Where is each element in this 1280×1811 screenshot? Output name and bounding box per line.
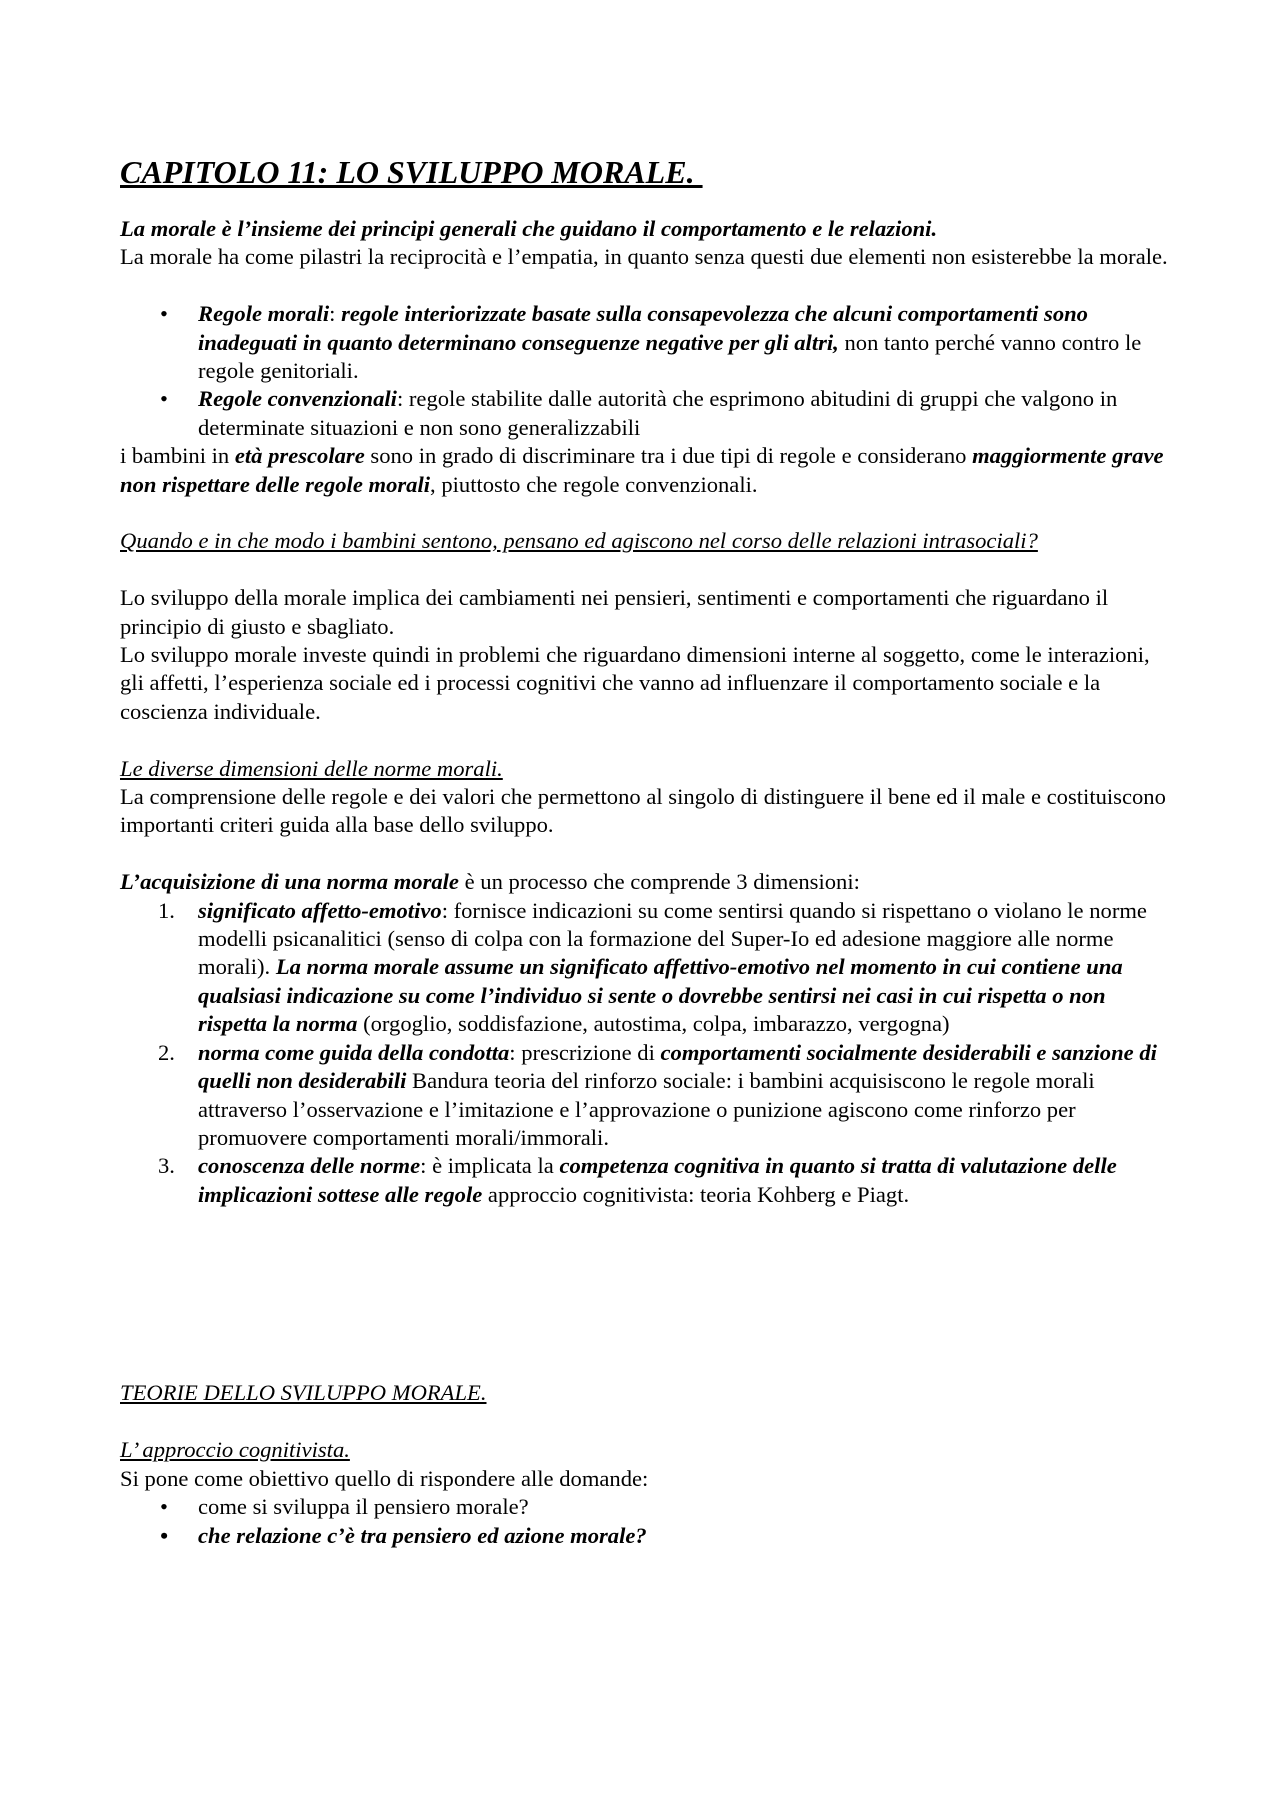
dimensions-list — [120, 897, 1168, 1209]
list-item-regole-convenzionali: • Regole convenzionali: regole stabilite dalle autorità che esprimono abitudini di gruppi che valgono in determinate situazioni e non sono generalizzabili — [120, 385, 1168, 442]
questions-list — [120, 1493, 1168, 1550]
development-paragraph-2: Lo sviluppo morale investe quindi in problemi che riguardano dimensioni interne al soggetto, come le interazioni, gli affetti, l’esperienza sociale ed i processi cognitivi che vanno ad influenzare il comportamento sociale e la coscienza individuale. — [120, 642, 1150, 724]
list-item-dimension-1: 1. significato affetto-emotivo: fornisce indicazioni su come sentirsi quando si rispettano o violano le norme modelli psicanalitici (senso di colpa con la formazione del Super-Io ed adesione maggiore alle norme morali). La norma morale assume un significato affettivo-emotivo nel momento in cui contiene una qualsiasi indicazione su come l’individuo si sente o dovrebbe sentirsi nei casi in cui rispetta o non rispetta la norma (orgoglio, soddisfazione, autostima, colpa, imbarazzo, vergogna) — [158, 897, 1147, 1037]
question-heading: Quando e in che modo i bambini sentono, pensano ed agiscono nel corso delle relazioni intrasociali? — [120, 528, 1038, 554]
regole-convenzionali-definition: regole stabilite dalle autorità che esprimono abitudini di gruppi che valgono in determinate situazioni e non sono generalizzabili — [198, 386, 1118, 440]
chapter-title: CAPITOLO 11: LO SVILUPPO MORALE. — [120, 154, 703, 190]
list-item-dimension-2: 2. norma come guida della condotta: prescrizione di comportamenti socialmente desiderabili e sanzione di quelli non desiderabili Bandura teoria del rinforzo sociale: i bambini acquisiscono le regole morali attraverso l’osservazione e l’imitazione e l’approvazione o punizione agiscono come rinforzo per promuovere comportamenti morali/immorali. — [158, 1039, 1157, 1150]
development-paragraph-1: Lo sviluppo della morale implica dei cambiamenti nei pensieri, sentimenti e comportamenti che riguardano il principio di giusto e sbagliato. — [120, 585, 1109, 639]
term-regole-morali: Regole morali — [198, 301, 330, 327]
regole-morali-definition: regole interiorizzate basate sulla consapevolezza che alcuni comportamenti sono inadeguati in quanto determinano conseguenze negative per gli altri, — [198, 301, 1088, 355]
list-item-question-1: • come si sviluppa il pensiero morale? — [120, 1493, 1168, 1521]
rules-list — [120, 300, 1168, 442]
preschool-paragraph: i bambini in età prescolare sono in grado di discriminare tra i due tipi di regole e considerano maggiormente grave non rispettare delle regole morali, piuttosto che regole convenzionali. — [120, 443, 1164, 497]
list-item-question-2: • che relazione c’è tra pensiero ed azione morale? — [120, 1522, 1168, 1550]
list-item-regole-morali: • Regole morali: regole interiorizzate basate sulla consapevolezza che alcuni comportamenti sono inadeguati in quanto determinano conseguenze negative per gli altri, non tanto perché vanno contro le regole genitoriali. — [120, 300, 1168, 385]
list-item-dimension-3: 3. conoscenza delle norme: è implicata la competenza cognitiva in quanto si tratta di valutazione delle implicazioni sottese alle regole approccio cognitivista: teoria Kohberg e Piagt. — [158, 1153, 1117, 1207]
cognitive-approach-heading: L’ approccio cognitivista. — [120, 1437, 350, 1463]
theories-heading: TEORIE DELLO SVILUPPO MORALE. — [120, 1380, 487, 1406]
morale-definition: La morale è l’insieme dei principi generali che guidano il comportamento e le relazioni. — [120, 216, 938, 241]
morale-pillars-text: La morale ha come pilastri la reciprocità e l’empatia, in quanto senza questi due elementi non esisterebbe la morale. — [120, 244, 1168, 270]
dimensions-text: La comprensione delle regole e dei valori che permettono al singolo di distinguere il bene ed il male e costituiscono importanti criteri guida alla base dello sviluppo. — [120, 784, 1166, 838]
term-regole-convenzionali: Regole convenzionali — [198, 386, 397, 412]
cognitive-approach-text: Si pone come obiettivo quello di rispondere alle domande: — [120, 1465, 649, 1491]
acquisition-lead: L’acquisizione di una norma morale è un processo che comprende 3 dimensioni: — [120, 869, 860, 895]
regole-morali-note: non tanto perché vanno contro le regole genitoriali. — [198, 329, 1142, 384]
dimensions-heading: Le diverse dimensioni delle norme morali. — [120, 755, 503, 781]
